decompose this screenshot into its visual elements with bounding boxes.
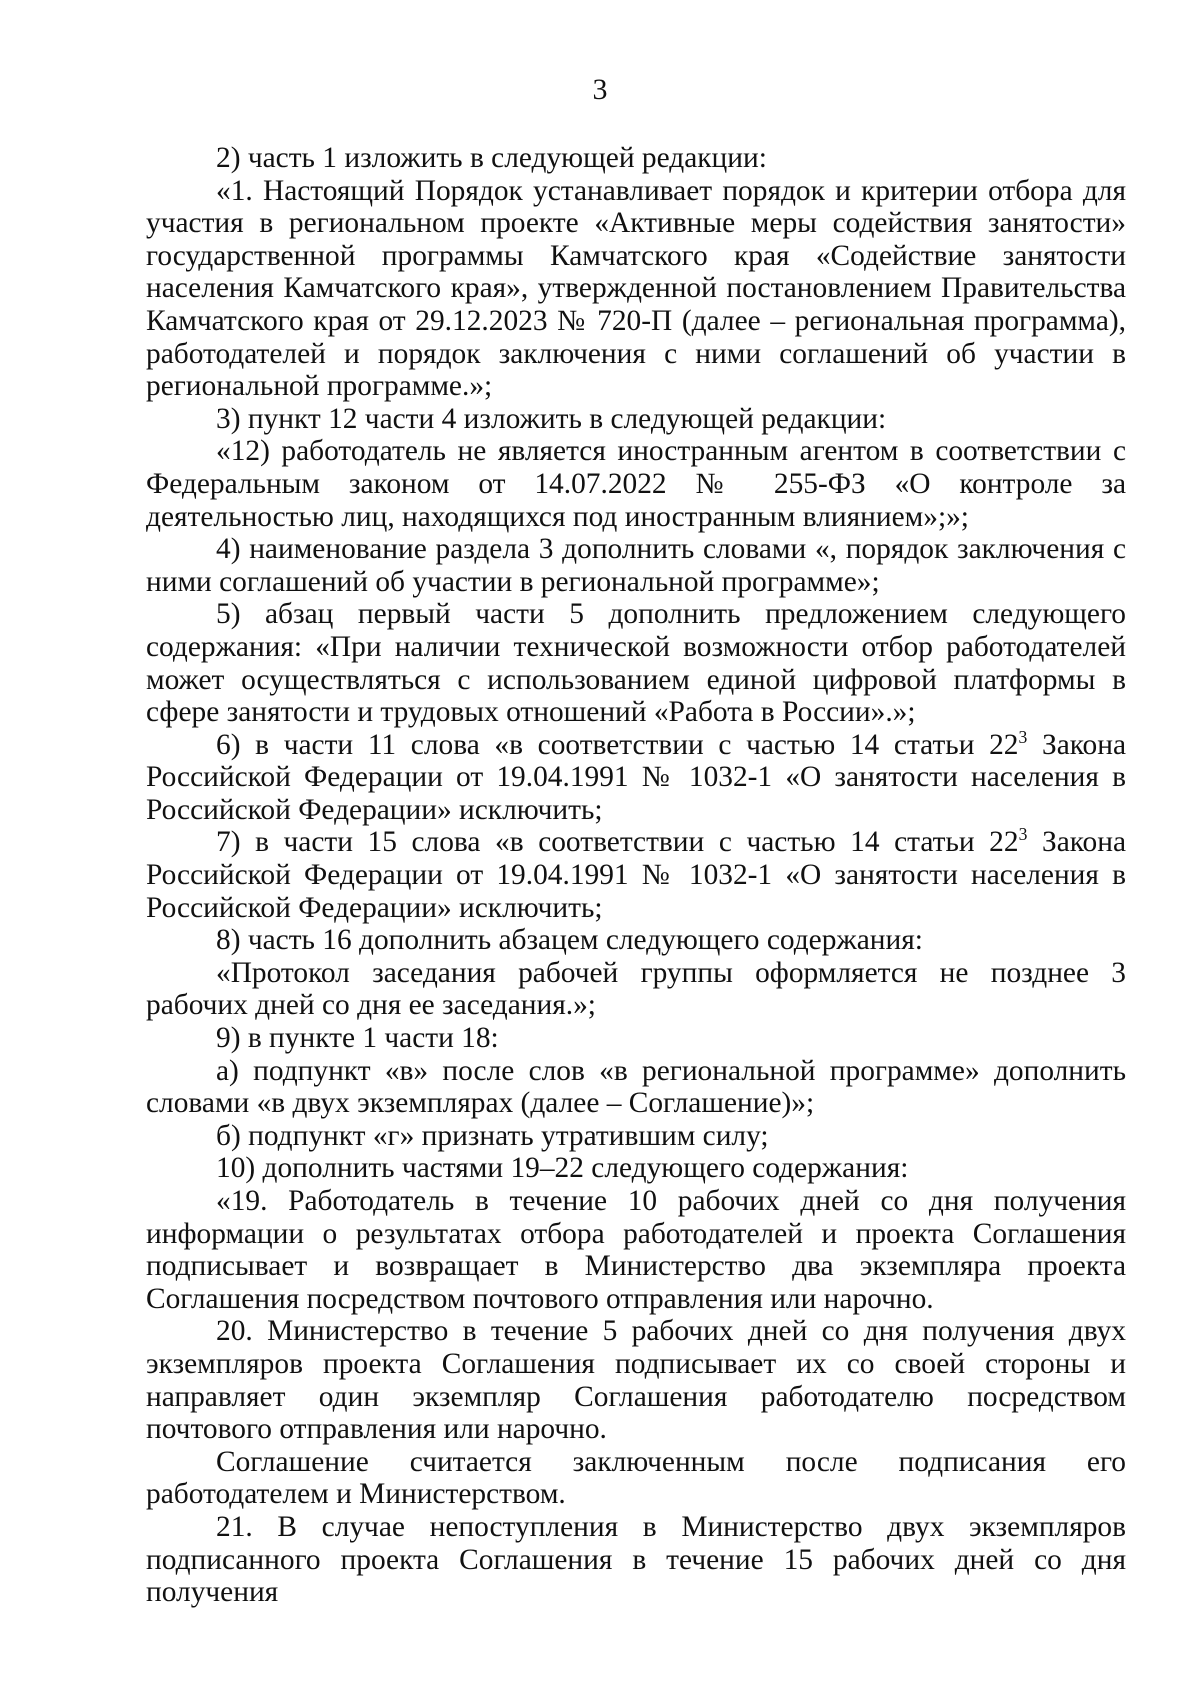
paragraph: 8) часть 16 дополнить абзацем следующего содержания: — [216, 924, 923, 957]
superscript: 3 — [1018, 726, 1028, 747]
paragraph: 4) наименование раздела 3 дополнить словами «, порядок заключения с ними соглашений об участии в региональной программе»; — [146, 533, 1126, 598]
paragraph: 21. В случае непоступления в Министерство двух экземпляров подписанного проекта Соглашения в течение 15 рабочих дней со дня получения — [146, 1510, 1126, 1609]
paragraph: Соглашение считается заключенным после подписания его работодателем и Министерством. — [146, 1445, 1126, 1511]
page-number: 3 — [592, 73, 608, 106]
paragraph: 5) абзац первый части 5 дополнить предложением следующего содержания: «При наличии технической возможности отбор работодателей может осуществляться с использованием единой цифровой платформы в сфере занятости и трудовых отношений «Работа в России».»; — [146, 598, 1126, 729]
paragraph-text: Закона Российской Федерации от 19.04.1991 № 1032-1 «О занятости населения в Российской Федерации» исключить; — [146, 826, 1126, 924]
paragraph: 20. Министерство в течение 5 рабочих дней со дня получения двух экземпляров проекта Соглашения подписывает их со своей стороны и направляет один экземпляр Соглашения работодателю посредством почтового отправления или нарочно. — [146, 1315, 1126, 1446]
paragraph-text: 6) в части 11 слова «в соответствии с частью 14 статьи 22 — [216, 728, 1019, 761]
paragraph: 10) дополнить частями 19–22 следующего содержания: — [216, 1152, 909, 1185]
paragraph: а) подпункт «в» после слов «в региональной программе» дополнить словами «в двух экземплярах (далее – Соглашение)»; — [146, 1054, 1126, 1120]
paragraph — [146, 826, 1126, 924]
paragraph: «12) работодатель не является иностранным агентом в соответствии с Федеральным законом от 14.07.2022 № 255-ФЗ «О контроле за деятельностью лиц, находящихся под иностранным влиянием»;»; — [146, 435, 1126, 533]
paragraph-text: 7) в части 15 слова «в соответствии с частью 14 статьи 22 — [216, 826, 1019, 859]
paragraph: «1. Настоящий Порядок устанавливает порядок и критерии отбора для участия в региональном проекте «Активные меры содействия занятости» государственной программы Камчатского края «Содействие занятости населения Камчатского края», утвержденной постановлением Правительства Камчатского края от 29.12.2023 № 720-П (далее – региональная программа), работодателей и порядок заключения с ними соглашений об участии в региональной программе.»; — [146, 174, 1126, 403]
paragraph: б) подпункт «г» признать утратившим силу; — [216, 1119, 769, 1152]
paragraph: «Протокол заседания рабочей группы оформляется не позднее 3 рабочих дней со дня ее заседания.»; — [146, 956, 1126, 1022]
paragraph: 3) пункт 12 части 4 изложить в следующей редакции: — [216, 402, 887, 435]
paragraph — [146, 726, 1127, 827]
document-body — [146, 142, 1126, 1609]
paragraph: 2) часть 1 изложить в следующей редакции: — [216, 142, 767, 174]
paragraph: «19. Работодатель в течение 10 рабочих дней со дня получения информации о результатах отбора работодателей и проекта Соглашения подписывает и возвращает в Министерство два экземпляра проекта Соглашения посредством почтового отправления или нарочно. — [146, 1185, 1126, 1315]
superscript: 3 — [1018, 824, 1028, 845]
paragraph-text: Закона Российской Федерации от 19.04.1991 № 1032-1 «О занятости населения в Российской Федерации» исключить; — [146, 728, 1127, 826]
paragraph: 9) в пункте 1 части 18: — [216, 1022, 499, 1055]
